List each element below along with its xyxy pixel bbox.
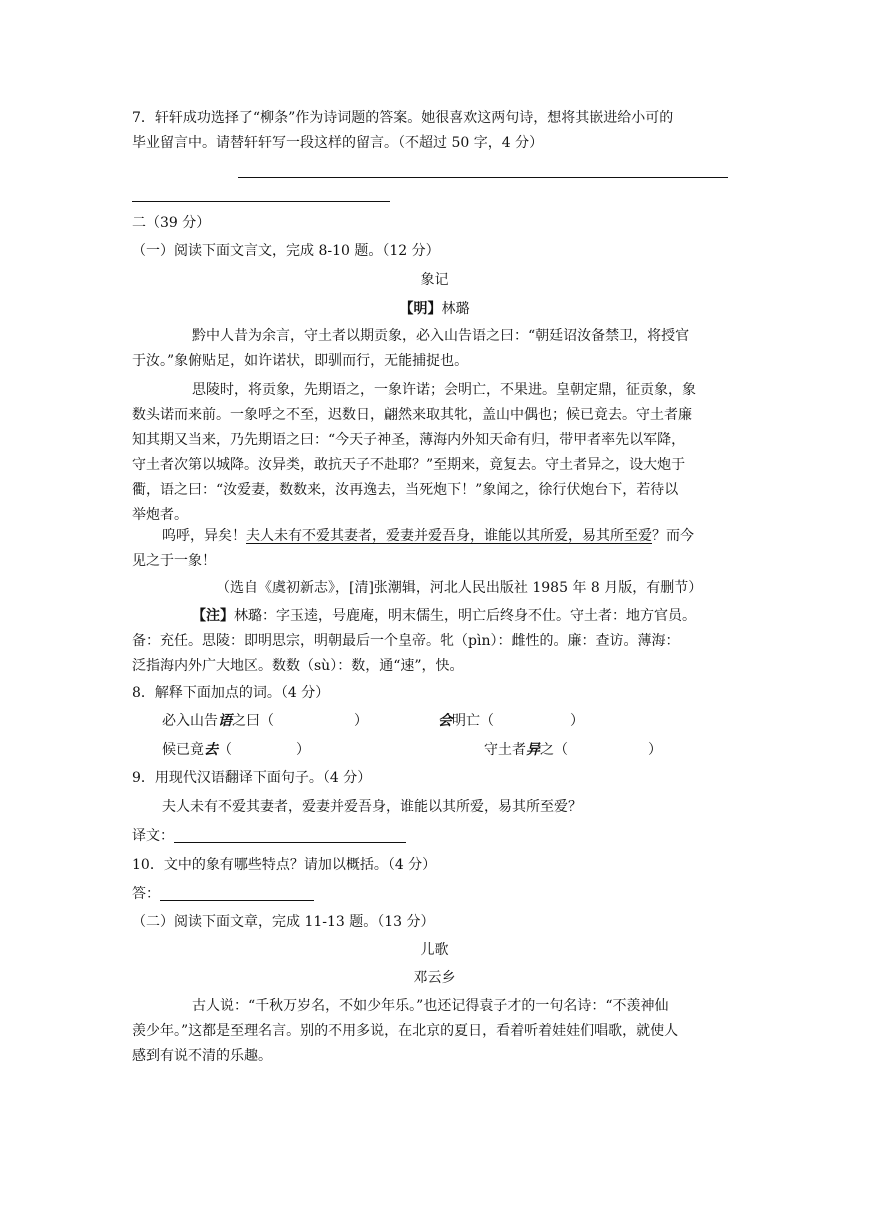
q8-b-post: 明亡（ [452, 713, 494, 729]
q9-answer [132, 826, 406, 846]
article1-source: （选自《虞初新志》，[清]张潮辑，河北人民出版社 1985 年 8 月版，有删节） [216, 580, 703, 596]
article2-title: 儿歌 [420, 942, 449, 958]
article2-p1-line3: 感到有说不清的乐趣。 [132, 1048, 272, 1064]
q8-d-pre: 守土者 [484, 742, 526, 758]
q8-c-word: 去 [204, 742, 218, 758]
q8-stem: 8．解释下面加点的词。（4 分） [132, 685, 330, 701]
article1-p2-line5: 衢，语之曰：“汝爱妻，数数来，汝再逸去，当死炮下！”象闻之，徐行伏炮台下，若待以 [132, 482, 679, 498]
q10-answer [132, 884, 314, 904]
q8-a-word: 语 [218, 713, 232, 729]
q7-line1: 7．轩轩成功选择了“柳条”作为诗词题的答案。她很喜欢这两句诗，想将其嵌进给小可的 [132, 110, 674, 126]
article1-title: 象记 [420, 272, 449, 288]
article1-p2-line2: 数头诺而来前。一象呼之不至，迟数日，翩然来取其牝，盖山中偶也；候已竟去。守土者廉 [132, 407, 692, 423]
article1-p1-line2: 于汝。”象俯贴足，如许诺状，即驯而行，无能捕捉也。 [132, 353, 469, 369]
q8-b-word: 会 [438, 713, 452, 729]
author-name: 林璐 [441, 301, 470, 317]
article1-note-line1 [192, 606, 696, 626]
article1-p3-line1 [162, 526, 694, 546]
p3-start: 呜呼，异矣！ [162, 528, 246, 544]
article1-p2-line1: 思陵时，将贡象，先期语之，一象许诺；会明亡，不果进。皇朝定鼎，征贡象，象 [192, 382, 696, 398]
article2-author: 邓云乡 [413, 970, 456, 986]
q10-answer-line[interactable] [160, 886, 314, 901]
q7-answer-line-2[interactable] [132, 201, 390, 202]
q8-c-close: ） [296, 742, 310, 758]
q9-stem: 9．用现代汉语翻译下面句子。（4 分） [132, 770, 372, 786]
q8-c-post: （ [218, 742, 232, 758]
q8-a-pre: 必入山告 [162, 713, 218, 729]
q8-d-close: ） [648, 742, 662, 758]
article2-p1-line1: 古人说：“千秋万岁名，不如少年乐。”也还记得袁子才的一句名诗：“不羡神仙 [192, 998, 669, 1014]
article2-p1-line2: 羡少年。”这都是至理名言。别的不用多说，在北京的夏日，看着听着娃娃们唱歌，就使人 [132, 1023, 679, 1039]
article1-p2-line4: 守土者次第以城降。汝异类，敢抗天子不赴耶？”至期来，竟复去。守土者异之，设大炮于 [132, 457, 686, 473]
q7-answer-line-1[interactable] [238, 177, 728, 178]
q10-stem: 10．文中的象有哪些特点？请加以概括。（4 分） [132, 857, 437, 873]
section2-heading: 二（39 分） [132, 215, 211, 231]
part2-instruction: （二）阅读下面文章，完成 11-13 题。（13 分） [132, 914, 435, 930]
article1-p2-line6: 举炮者。 [132, 507, 188, 523]
q8-b-close: ） [570, 713, 584, 729]
q8-d-word: 异 [526, 742, 540, 758]
q8-a-post: 之曰（ [232, 713, 274, 729]
q8-c-pre: 候已竟 [162, 742, 204, 758]
q10-answer-label: 答： [132, 886, 160, 902]
q8-item-a [162, 711, 368, 731]
author-dynasty: 【明】 [399, 301, 442, 317]
p3-underlined-sentence: 夫人未有不爱其妻者，爱妻并爱吾身，谁能以其所爱，易其所至爱 [246, 528, 652, 544]
q9-sentence: 夫人未有不爱其妻者，爱妻并爱吾身，谁能以其所爱，易其所至爱？ [162, 799, 582, 815]
q8-a-close: ） [354, 713, 368, 729]
article1-p1-line1: 黔中人昔为余言，守土者以期贡象，必入山告语之曰：“朝廷诏汝备禁卫，将授官 [192, 328, 690, 344]
q8-item-c [162, 740, 310, 760]
article1-note-line2: 备：充任。思陵：即明思宗，明朝最后一个皇帝。牝（pìn）：雌性的。廉：查访。薄海： [132, 633, 680, 649]
section2-part1-instruction: （一）阅读下面文言文，完成 8-10 题。（12 分） [132, 243, 440, 259]
q9-answer-line[interactable] [174, 828, 406, 843]
article1-p3-line2: 见之于一象！ [132, 553, 216, 569]
q7-line2: 毕业留言中。请替轩轩写一段这样的留言。（不超过 50 字，4 分） [132, 135, 544, 151]
q8-item-b [438, 711, 584, 731]
q9-answer-label: 译文： [132, 828, 174, 844]
q8-d-post: 之（ [540, 742, 568, 758]
note-text: 林璐：字玉逵，号鹿庵，明末儒生，明亡后终身不仕。守土者：地方官员。 [234, 608, 696, 624]
article1-author [0, 299, 869, 319]
article1-note-line3: 泛指海内外广大地区。数数（sù）：数，通“速”，快。 [132, 658, 464, 674]
p3-end: ？而今 [652, 528, 694, 544]
note-label: 【注】 [192, 608, 234, 624]
article1-p2-line3: 知其期又当来，乃先期语之曰：“今天子神圣，薄海内外知天命有归，带甲者率先以军降， [132, 432, 686, 448]
q8-item-d [484, 740, 662, 760]
